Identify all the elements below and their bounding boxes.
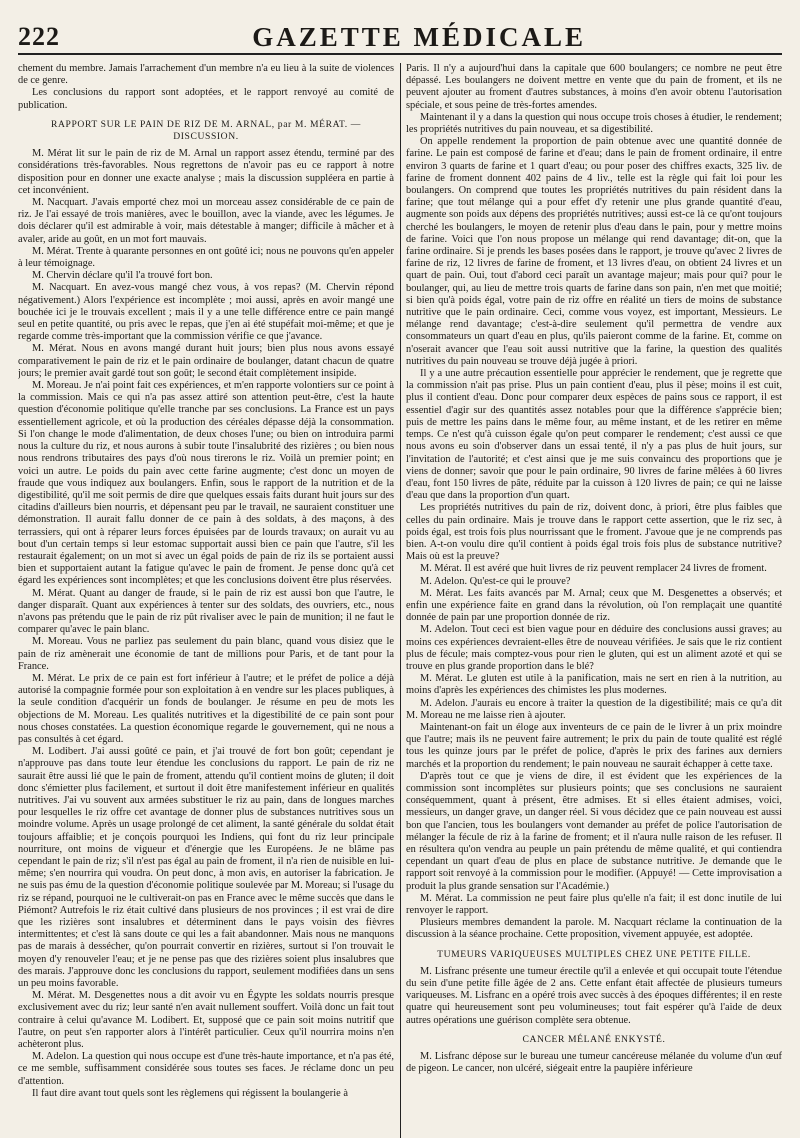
page-number: 222 xyxy=(18,22,60,51)
paragraph: M. Mérat. La commission ne peut faire plus qu'elle n'a fait; il est donc inutile de lui renvoyer le rapport. xyxy=(406,892,782,917)
section-heading: TUMEURS VARIQUEUSES MULTIPLES CHEZ UNE PETITE FILLE. xyxy=(437,948,751,960)
paragraph: M. Lodibert. J'ai aussi goûté ce pain, et j'ai trouvé de fort bon goût; cependant je n'approuve pas dans toute leur étendue les conclusions du rapport. Le pain de riz ne saurait être aussi lié que le pain de froment, attendu qu'il contient moins de gluten; il doit donc s'émietter plus facilement, et surtout il doit être manifestement inférieur en qualités nutritives. J'ai vu souvent aux armées substituer le riz au pain, dans de longues marches pour lesquelles le riz offre cet avantage de donner plus de substances nutritives sous un moindre volume. Après un usage prolongé de cet aliment, la santé générale du soldat était toujours affaiblie; et je conçois pourquoi les Indiens, qui font du riz leur principale nourriture, ont moins de vigueur et d'énergie que les Européens. Je ne blâme pas cependant le pain de riz; s'il n'est pas égal au pain de froment, il n'a rien de nuisible en lui-même; s'en nourrira qui voudra. On peut donc, à mon avis, en autoriser la fabrication. Je ne suis pas ému de la question d'économie politique soulevée par M. Moreau; si l'usage du riz se répand, pourquoi ne le cultiverait-on pas en France avec le même succès que dans le Piémont? Autrefois le riz était cultivé dans plusieurs de nos provinces ; il est vrai de dire que les rizières sont insalubres et déterminent dans le pays voisin des fièvres intermittentes; et c'est là sans doute ce qui les a fait abandonner. Mais nous ne manquons pas de marais à dessécher, qu'on pourrait convertir en rizières, surtout si l'on trouvait le moyen d'y renouveler l'eau; et je ne pense pas que des rizières soient plus insalubres que des marais. J'approuve donc les conclusions du rapport, seulement modifiées dans un sens un peu moins favorable. xyxy=(18,746,394,990)
paragraph: M. Mérat lit sur le pain de riz de M. Arnal un rapport assez étendu, terminé par des considérations très-favorables. Nous regrettons de n'avoir pas eu ce rapport à notre disposition pour en donner une exacte analyse ; mais la discussion suppléera en partie à cet inconvénient. xyxy=(18,148,394,196)
paragraph: Maintenant il y a dans la question qui nous occupe trois choses à étudier, le rendement; les propriétés nutritives du pain nouveau, et sa digestibilité. xyxy=(406,111,782,136)
paragraph: M. Mérat. Quant au danger de fraude, si le pain de riz est aussi bon que l'autre, le danger disparaît. Quant aux expériences à tenter sur des soldats, des ouvriers, etc., nous n'avons pas prétendu que le pain de riz pût rivaliser avec le pain de munition; il ne faut le comparer qu'avec le pain blanc. xyxy=(18,587,394,636)
journal-title: GAZETTE MÉDICALE xyxy=(252,22,586,52)
paragraph: D'après tout ce que je viens de dire, il est évident que les expériences de la commission sont incomplètes sur plusieurs points; que ses conclusions ne sauraient conséquemment, quant à présent, être admises. Et si elles étaient admises, voici, messieurs, un danger grave, un danger réel. Si vous décidez que ce pain nouveau est aussi bon que l'ancien, tous les boulangers vont demander au préfet de police l'autorisation de mélanger la fécule de riz à la farine de froment; et il n'aura nulle raison de les refuser. Il en résultera qu'on vendra au peuple un pain prétendu de même qualité, et qui contiendra cependant un quart d'eau de plus en place de substance nutritive. Je demande que le rapport soit renvoyé à la commission pour le modifier. (Appuyé! — Cette improvisation a produit la plus grande sensation sur l'Académie.) xyxy=(406,770,782,892)
paragraph: M. Mérat. Nous en avons mangé durant huit jours; bien plus nous avons essayé comparativement le pain de riz et le pain ordinaire de boulanger, datant chacun de quatre jours; le premier avait gardé tout son goût; le second était complètement insipide. xyxy=(18,343,394,379)
paragraph: M. Mérat. Les faits avancés par M. Arnal; ceux que M. Desgenettes a observés; et enfin une expérience faite en grand dans la révolution, où l'on remplaçait une quantité donnée de pain par une proportion donnée de riz. xyxy=(406,587,782,624)
paragraph: Il faut dire avant tout quels sont les règlemens qui régissent la boulangerie à xyxy=(32,1087,348,1099)
paragraph: Les propriétés nutritives du pain de riz, doivent donc, à priori, être plus faibles que celles du pain ordinaire. Mais je trouve dans le rapport cette assertion, que le riz sec, à poids égal, est trois fois plus nourrissant que le froment. J'avoue que je ne comprends pas bien. A-t-on voulu dire qu'il contient à poids égal trois fois plus de substance nutritive? Mais où est la preuve? xyxy=(406,502,782,563)
paragraph: M. Nacquart. En avez-vous mangé chez vous, à vos repas? (M. Chervin répond négativement.) Alors l'expérience est incomplète ; moi aussi, après en avoir mangé une bouchée ici je le trouvais excellent ; mais il y a une telle différence entre ce pain mangé seul en petite quantité, ou pris avec le repas, que j'en ai été stupéfait moi-même; et que je regarde comme très-important que la commission vérifie ce que j'avance. xyxy=(18,282,394,343)
paragraph: Les conclusions du rapport sont adoptées, et le rapport renvoyé au comité de publication. xyxy=(18,87,394,111)
columns xyxy=(18,63,782,1138)
paragraph: Plusieurs membres demandent la parole. M. Nacquart réclame la continuation de la discussion à la séance prochaine. Cette proposition, vivement appuyée, est adoptée. xyxy=(406,917,782,941)
paragraph: M. Adelon. La question qui nous occupe est d'une très-haute importance, et n'a pas été, ce me semble, suffisamment considérée sous toutes ses faces. Je réclame donc un peu d'attention. xyxy=(18,1051,394,1087)
paragraph: M. Mérat. Le prix de ce pain est fort inférieur à l'autre; et le préfet de police a déjà autorisé la compagnie formée pour son exploitation à en vendre sur les places publiques, à la seule condition d'acquérir un fonds de boulanger. Je résume en peu de mots les objections de M. Moreau. Les qualités nutritives et la digestibilité de ce pain sont pour nous choses constatées. La question économique regarde le gouvernement, qui ne nous a pas consultés à cet égard. xyxy=(18,672,394,745)
paragraph: M. Mérat. Le gluten est utile à la panification, mais ne sert en rien à la nutrition, au moins d'après les expériences des chimistes les plus modernes. xyxy=(406,673,782,697)
paragraph: M. Mérat. Trente à quarante personnes en ont goûté ici; nous ne pouvons qu'en appeler à leur témoignage. xyxy=(18,245,394,270)
paragraph: M. Moreau. Vous ne parliez pas seulement du pain blanc, quand vous disiez que le pain de riz amènerait une économie de tant de millions pour Paris, et de tant pour la France. xyxy=(18,636,394,672)
paragraph: M. Adelon. J'aurais eu encore à traiter la question de la digestibilité; mais ce qu'a dit M. Moreau ne me laisse rien à ajouter. xyxy=(406,697,782,721)
paragraph: M. Lisfranc dépose sur le bureau une tumeur cancéreuse mélanée du volume d'un œuf de pigeon. Le cancer, non ulcéré, siégeait entre la paupière inférieure xyxy=(406,1051,782,1075)
paragraph: On appelle rendement la proportion de pain obtenue avec une quantité donnée de farine. Le pain est composé de farine et d'eau; dans le pain de froment ordinaire, il entre environ 3 quarts de farine et 1 quart d'eau; ou pour poser des chiffres exacts, 325 liv. de farine de froment donnent 402 pains de 4 liv., telle est la règle qui fait loi pour les boulangers. On comprend que toutes les propriétés nutritives du pain résident dans la farine; que tout mélange qui a pour effet d'y retenir une plus grande quantité d'eau, augmente son poids aux dépens des propriétés nutritives; aussi est-ce là ce qu'ont toujours cherché les boulangers, le moyen de retenir plus d'eau dans le pain, pour y mettre moins de farine. Voici que l'on nous propose un mélange qui rend davantage; dit-on, que la farine ordinaire. Si je prends les bases posées dans le rapport, je trouve qu'avec 2 livres de farine de riz, 12 livres de farine de froment, et 13 livres d'eau, on obtient 24 livres et un quart de pain. Oui, tout d'abord ceci paraît un avantage majeur; mais pour qui? pour le boulanger, qui, au lieu de mettre trois quarts de farine dans son pain, n'en met que moitié; si bien qu'à poids égal, votre pain de riz offre en réalité un tiers de moins de substance nutritive que le pain ordinaire. Ceci, comme vous voyez, est important, Messieurs. Le mélange rend davantage; c'est-à-dire seulement qu'il permettra de vendre aux consommateurs un quart d'eau en plus, qu'ils paieront comme de la farine. Et, comme on n'oserait avancer que l'eau soit aussi nutritive que la farine, la question des qualités nutritives du pain nouveau se trouve déjà jugée à priori. xyxy=(406,136,782,367)
paragraph: Il y a une autre précaution essentielle pour apprécier le rendement, que je regrette que la commission n'ait pas prise. Plus un pain contient d'eau, plus il pèse; moins il est cuit, plus il contient d'eau. Donc pour comparer deux espèces de pains sous ce rapport, il est essentiel d'agir sur des quantités assez notables pour que la différence s'apprécie bien; puis de mettre les pains dans le même four, au même instant, et de les retirer en même temps. Ce n'est qu'à cuisson égale qu'on peut comparer le rendement; c'est aussi ce que nous avons eu soin d'observer dans un essai tenté, il n'y a pas plus de huit jours, sur l'invitation de l'autorité; et c'est ainsi que je me suis convaincu des proportions que je viens de donner; savoir que pour le pain ordinaire, 90 livres de farine mêlées à 60 livres d'eau, font 150 livres de pâte, réduite par la cuisson à 120 livres de pain; ce qui ne laisse d'eau que dans la proportion d'un quart. xyxy=(406,368,782,502)
section-heading: CANCER MÉLANÉ ENKYSTÉ. xyxy=(522,1033,666,1045)
paragraph: M. Nacquart. J'avais emporté chez moi un morceau assez considérable de ce pain de riz. Je l'ai essayé de trois manières, avec le bouillon, avec la viande, avec les légumes. Je dois déclarer qu'il est admirable à voir, mais détestable à manger; difficile à mâcher et à avaler, aride au goût, en un mot fort mauvais. xyxy=(18,197,394,245)
paragraph: M. Mérat. Il est avéré que huit livres de riz peuvent remplacer 24 livres de froment. xyxy=(420,563,767,575)
paragraph: M. Moreau. Je n'ai point fait ces expériences, et m'en rapporte volontiers sur ce point à la commission. Mais ce qui n'a pas assez attiré son attention peut-être, c'est la haute question d'économie politique qu'elle tranche par ses conclusions. La France est un pays essentiellement agricole, et où la production des céréales dépasse déjà la consommation. Si l'on change le mode d'alimentation, de deux choses l'une; ou bien on introduira parmi nous la culture du riz, et nous aurons à subir toute l'insalubrité des rizières ; ou bien nous nous rendrons tributaires des pays d'où nous tirerons le riz. Voilà un premier point; en voici un autre. Le poids du pain avec cette farine augmente; c'est donc un moyen de fraude que vous indiquez aux boulangers. Enfin, sous le rapport de la nutrition et de la digestibilité, qu'il me soit permis de dire que quelques essais faits durant huit jours sur des citadins d'ailleurs bien nourris, et dépensant peu par le travail, ne sauraient constituer une démonstration. Il aurait fallu donner de ce pain à des soldats, à des maçons, à des terrassiers, qui ont à réparer leurs forces épuisées par de lourds travaux; on aurait vu au bout d'un certain temps si leur estomac supportait aussi bien ce pain que l'autre, s'il les restaurait également; on un mot si avec un égal poids de pain de riz ils se portaient aussi bien et supportaient autant la fatigue qu'avec le pain de froment. Je pense donc qu'à cet égard les expériences sont incomplètes; et que les conclusions doivent être plus réservées. xyxy=(18,380,394,587)
paragraph: M. Adelon. Qu'est-ce qui le prouve? xyxy=(420,575,571,587)
left-column xyxy=(18,63,394,1138)
paragraph: M. Lisfranc présente une tumeur érectile qu'il a enlevée et qui occupait toute l'étendue du sein d'une petite fille âgée de 2 ans. Cette enfant était affectée de plusieurs tumeurs variqueuses. M. Lisfranc en a opéré trois avec succès à des époques différentes; il en reste quatre qui heureusement sont peu volumineuses; tout fait espérer qu'à l'aide de deux autres opérations une guérison complète sera obtenue. xyxy=(406,965,782,1026)
paragraph: M. Mérat. M. Desgenettes nous a dit avoir vu en Égypte les soldats nourris presque exclusivement avec du riz; leur santé n'en avait nullement souffert. Voilà donc un fait tout contraire à celui qu'avance M. Lodibert. Et, supposé que ce pain soit moins nutritif que l'autre, on peut s'en rapporter alors à l'intérêt particulier. Ceux qu'il nourrira moins n'en achèteront plus. xyxy=(18,990,394,1051)
section-heading: RAPPORT SUR LE PAIN DE RIZ DE M. ARNAL, par M. MÉRAT. — DISCUSSION. xyxy=(51,118,361,143)
paragraph: M. Adelon. Tout ceci est bien vague pour en déduire des conclusions aussi graves; au moins ces expériences devraient-elles être de nouveau vérifiées. Je sais que le riz contient plus de fécule; mais comptez-vous pour rien le gluten, qui est un aliment azoté et qui se trouve en plus grande proportion dans le blé? xyxy=(406,624,782,672)
paragraph: Paris. Il n'y a aujourd'hui dans la capitale que 600 boulangers; ce nombre ne peut être dépassé. Les boulangers ne doivent mettre en vente que du pain de froment, et ils ne peuvent ajouter au froment d'autres substances, à moins d'en avoir obtenu l'autorisation spéciale, et sous peine de très-fortes amendes. xyxy=(406,63,782,111)
page-header xyxy=(18,16,782,55)
right-column xyxy=(406,63,782,1138)
paragraph: Maintenant-on fait un éloge aux inventeurs de ce pain de le livrer à un prix moindre que l'autre; mais ils ne peuvent faire autrement; le prix du pain de toute qualité est réglé tous les quinze jours par le préfet de police, d'après le prix des farines aux derniers marchés et la proportion du rendement; le pain nouveau ne saurait échapper à cette taxe. xyxy=(406,721,782,770)
column-divider xyxy=(400,63,401,1138)
paragraph: M. Chervin déclare qu'il l'a trouvé fort bon. xyxy=(32,270,213,282)
paragraph: chement du membre. Jamais l'arrachement d'un membre n'a eu lieu à la suite de violences de ce genre. xyxy=(18,63,394,87)
